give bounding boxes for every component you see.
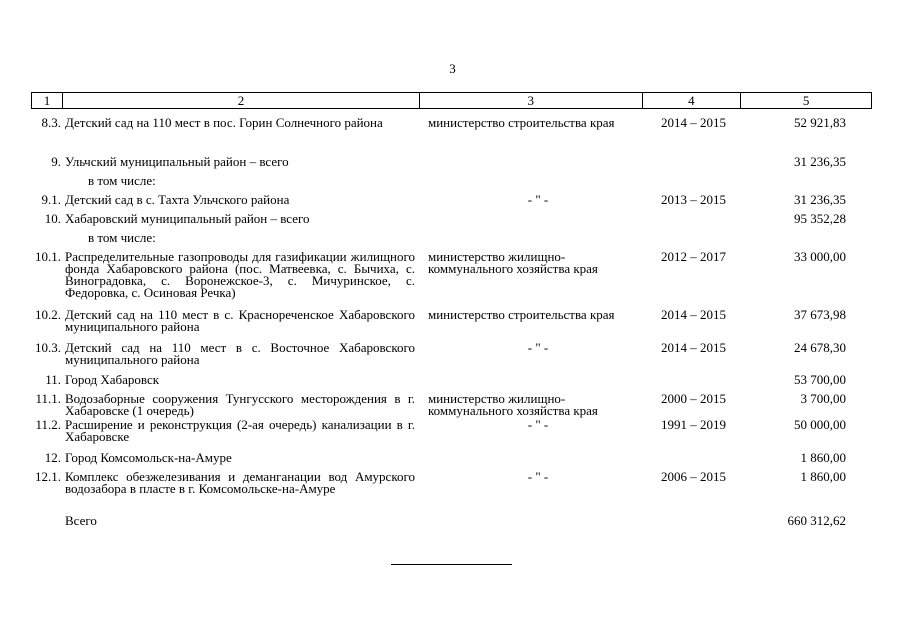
table-row (31, 251, 872, 309)
table-row (31, 213, 872, 232)
row-amount: 33 000,00 (794, 249, 846, 264)
row-number: 12.1. (35, 469, 61, 484)
row-organization: министерство жилищно-коммунального хозяйства края (428, 391, 598, 418)
row-amount: 31 236,35 (794, 192, 846, 207)
row-name: Ульчский муниципальный район – всего (65, 154, 289, 169)
table-row (31, 156, 872, 175)
row-organization: - " - (527, 417, 549, 432)
row-period: 2014 – 2015 (661, 115, 726, 130)
table-row (31, 471, 872, 515)
row-amount: 3 700,00 (800, 391, 846, 406)
header-col-2: 2 (63, 93, 420, 108)
row-name: Расширение и реконструкция (2-ая очередь) канализации в г. Хабаровске (65, 417, 415, 444)
row-name: Водозаборные сооружения Тунгусского месторождения в г. Хабаровске (1 очередь) (65, 391, 415, 418)
row-name: Детский сад на 110 мест в с. Краснореченское Хабаровского муниципального района (65, 307, 415, 334)
row-number: 10. (44, 211, 61, 226)
row-name: Город Хабаровск (65, 372, 160, 387)
row-amount: 52 921,83 (794, 115, 846, 130)
row-name: в том числе: (88, 230, 156, 245)
row-organization: - " - (527, 340, 549, 355)
row-period: 2006 – 2015 (661, 469, 726, 484)
row-number: 8.3. (41, 115, 61, 130)
row-number: 10.1. (35, 249, 61, 264)
row-name: Распределительные газопроводы для газификации жилищного фонда Хабаровского района (пос. Матвеевка, с. Бычиха, с. Виноградовка, с. Воронежское-3, с. Мичуринское, с. Федоровка, с. Осиновая Речка) (65, 249, 415, 300)
header-col-3: 3 (420, 93, 642, 108)
table-row (31, 117, 872, 156)
row-number: 9. (51, 154, 61, 169)
row-number: 11.1. (35, 391, 61, 406)
row-period: 2014 – 2015 (661, 340, 726, 355)
table-body (31, 117, 872, 534)
row-name: Хабаровский муниципальный район – всего (65, 211, 310, 226)
row-period: 2012 – 2017 (661, 249, 726, 264)
header-col-1: 1 (32, 93, 63, 108)
row-number: 12. (44, 450, 61, 465)
table-row (31, 393, 872, 419)
row-number: 11. (45, 372, 61, 387)
row-number: 10.3. (35, 340, 61, 355)
row-amount: 31 236,35 (794, 154, 846, 169)
row-number: 11.2. (35, 417, 61, 432)
row-amount: 24 678,30 (794, 340, 846, 355)
row-number: 10.2. (35, 307, 61, 322)
row-number: 9.1. (41, 192, 61, 207)
total-label: Всего (65, 513, 97, 528)
row-period: 2000 – 2015 (661, 391, 726, 406)
row-period: 2014 – 2015 (661, 307, 726, 322)
footer-divider (391, 564, 512, 565)
row-name: Детский сад на 110 мест в пос. Горин Солнечного района (65, 115, 383, 130)
row-name: Детский сад в с. Тахта Ульчского района (65, 192, 290, 207)
table-row (31, 309, 872, 342)
row-name: Комплекс обезжелезивания и деманганации вод Амурского водозабора в пласте в г. Комсомольске-на-Амуре (65, 469, 415, 496)
row-period: 2013 – 2015 (661, 192, 726, 207)
table-header (31, 92, 872, 109)
header-col-5: 5 (802, 93, 810, 108)
row-amount: 95 352,28 (794, 211, 846, 226)
row-name: в том числе: (88, 173, 156, 188)
row-amount: 50 000,00 (794, 417, 846, 432)
row-name: Детский сад на 110 мест в с. Восточное Хабаровского муниципального района (65, 340, 415, 367)
row-amount: 1 860,00 (800, 469, 846, 484)
row-organization: министерство строительства края (428, 115, 615, 130)
row-organization: - " - (527, 192, 549, 207)
row-amount: 37 673,98 (794, 307, 846, 322)
row-organization: министерство строительства края (428, 307, 615, 322)
row-organization: министерство жилищно-коммунального хозяйства края (428, 249, 598, 276)
row-amount: 53 700,00 (794, 372, 846, 387)
row-organization: - " - (527, 469, 549, 484)
row-name: Город Комсомольск-на-Амуре (65, 450, 232, 465)
row-period: 1991 – 2019 (661, 417, 726, 432)
row-amount: 1 860,00 (800, 450, 846, 465)
table-row (31, 342, 872, 374)
table-row-total (31, 515, 872, 534)
page-number: 3 (449, 61, 456, 76)
table-row (31, 419, 872, 452)
total-amount: 660 312,62 (787, 513, 846, 528)
header-col-4: 4 (643, 93, 742, 108)
